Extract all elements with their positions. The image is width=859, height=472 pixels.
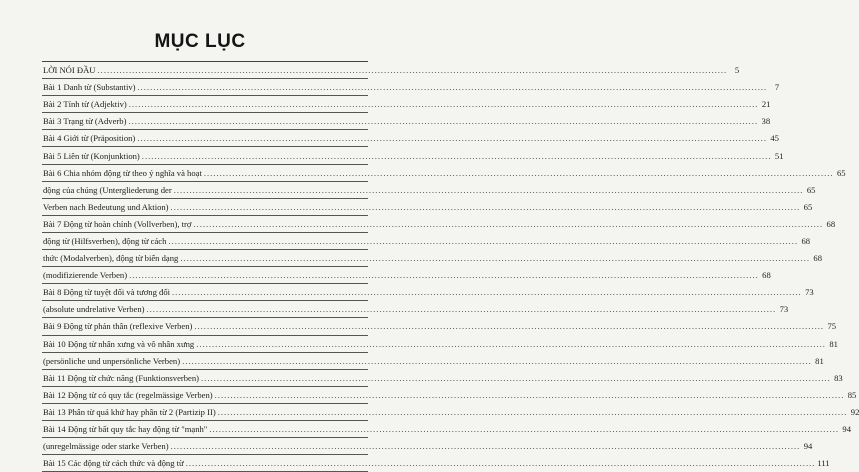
toc-entry-title: (unregelmässige oder starke Verben) (43, 441, 169, 452)
toc-entry-title: Bài 8 Động từ tuyệt đối và tương đối (43, 287, 171, 298)
toc-entry (42, 284, 814, 301)
toc-entry (42, 421, 851, 438)
page-title: MỤC LỤC (154, 31, 246, 52)
dot-leader (172, 287, 802, 297)
toc-entry-title: (persönliche und unpersönliche Verben) (43, 355, 181, 366)
toc-entry-title: LỜI NÓI ĐẦU (43, 65, 96, 76)
dot-leader (180, 253, 810, 263)
toc-entry-title: Bài 11 Động từ chức năng (Funktionsverben) (43, 372, 200, 383)
toc-entry-title: Bài 13 Phân từ quá khứ hay phân từ 2 (Partizip II) (43, 406, 216, 417)
toc-entry (42, 267, 771, 284)
toc-entry-page: 94 (842, 424, 851, 435)
toc-entry (42, 216, 836, 233)
toc-entry-page: 85 (847, 389, 857, 400)
toc-entry (42, 165, 846, 182)
toc-entry-title: động từ (Hilfsverben), động từ cách (43, 235, 167, 246)
toc-entry (42, 404, 859, 421)
toc-entry (42, 250, 823, 267)
toc-entry (42, 455, 830, 472)
toc-entry-title: Bài 2 Tính từ (Adjektiv) (43, 99, 127, 110)
bleed-through-text (0, 0, 400, 30)
toc-entry-page: 65 (836, 167, 846, 178)
dot-leader (194, 321, 824, 331)
toc-entry-page: 73 (779, 304, 789, 315)
toc-entry-page: 73 (805, 287, 814, 298)
dot-leader (209, 424, 839, 434)
dot-leader (171, 441, 801, 451)
toc-entry (42, 96, 771, 113)
dot-leader (128, 116, 758, 126)
toc-entry-title: Bài 5 Liên từ (Konjunktion) (43, 150, 140, 161)
table-of-contents (42, 61, 859, 472)
toc-entry (42, 113, 771, 130)
toc-entry-page: 7 (774, 82, 780, 93)
dot-leader (98, 65, 728, 75)
toc-entry (42, 182, 816, 199)
dot-leader (168, 236, 798, 246)
toc-entry-title: động của chúng (Untergliederung der (43, 184, 172, 195)
toc-entry-page: 45 (770, 133, 779, 144)
toc-entry-title: Bài 14 Động từ bất quy tắc hay động từ "mạnh" (43, 424, 208, 435)
dot-leader (218, 407, 848, 417)
toc-entry-title: Bài 15 Các động từ cách thức và động từ (43, 458, 184, 469)
toc-entry (42, 438, 813, 455)
dot-leader (137, 133, 767, 143)
toc-entry-page: 51 (774, 150, 784, 161)
toc-entry (42, 62, 740, 79)
toc-entry (42, 301, 789, 318)
toc-entry-page: 111 (817, 458, 830, 469)
toc-entry-title: Verben nach Bedeutung und Aktion) (43, 201, 169, 212)
dot-leader (204, 168, 834, 178)
toc-entry-page: 81 (815, 355, 824, 366)
toc-entry-title: thức (Modalverben), động từ biến dạng (43, 253, 179, 264)
toc-entry-page: 21 (761, 99, 771, 110)
toc-entry (42, 199, 813, 216)
dot-leader (174, 185, 804, 195)
toc-entry (42, 353, 824, 370)
toc-entry (42, 130, 779, 147)
dot-leader (129, 270, 759, 280)
toc-entry (42, 370, 843, 387)
toc-entry (42, 79, 780, 96)
toc-entry-title: Bài 6 Chia nhóm động từ theo ý nghĩa và hoạt (43, 167, 202, 178)
toc-entry (42, 147, 784, 164)
toc-entry-title: Bài 7 Động từ hoàn chỉnh (Vollverben), trợ (43, 218, 192, 229)
toc-entry-page: 65 (806, 184, 816, 195)
dot-leader (196, 339, 826, 349)
toc-entry-page: 81 (829, 338, 838, 349)
toc-entry-page: 5 (734, 65, 740, 76)
toc-entry-page: 68 (813, 253, 823, 264)
toc-entry (42, 233, 811, 250)
toc-entry-title: (modifizierende Verben) (43, 270, 128, 281)
toc-entry-title: Bài 4 Giới từ (Präposition) (43, 133, 136, 144)
dot-leader (215, 390, 845, 400)
toc-entry-page: 75 (827, 321, 837, 332)
toc-entry-page: 92 (850, 406, 859, 417)
toc-entry (42, 318, 837, 335)
dot-leader (201, 373, 831, 383)
dot-leader (147, 304, 777, 314)
dot-leader (193, 219, 823, 229)
toc-entry-title: (absolute undrelative Verben) (43, 304, 145, 315)
toc-entry-title: Bài 1 Danh từ (Substantiv) (43, 82, 136, 93)
toc-entry-page: 83 (834, 372, 843, 383)
dot-leader (142, 151, 772, 161)
toc-entry-title: Bài 10 Động từ nhân xưng và vô nhân xưng (43, 338, 195, 349)
dot-leader (186, 458, 816, 468)
dot-leader (129, 99, 759, 109)
dot-leader (138, 82, 768, 92)
toc-entry-page: 94 (803, 441, 813, 452)
toc-entry (42, 336, 838, 353)
toc-entry-page: 68 (826, 218, 836, 229)
toc-entry (42, 387, 857, 404)
toc-entry-page: 68 (801, 235, 811, 246)
toc-entry-title: Bài 3 Trạng từ (Adverb) (43, 116, 127, 127)
dot-leader (182, 356, 812, 366)
toc-entry-title: Bài 9 Động từ phản thân (reflexive Verben) (43, 321, 193, 332)
toc-entry-page: 68 (762, 270, 771, 281)
toc-entry-page: 38 (761, 116, 771, 127)
dot-leader (171, 202, 801, 212)
toc-entry-page: 65 (803, 201, 813, 212)
toc-entry-title: Bài 12 Động từ có quy tắc (regelmässige Verben) (43, 389, 213, 400)
